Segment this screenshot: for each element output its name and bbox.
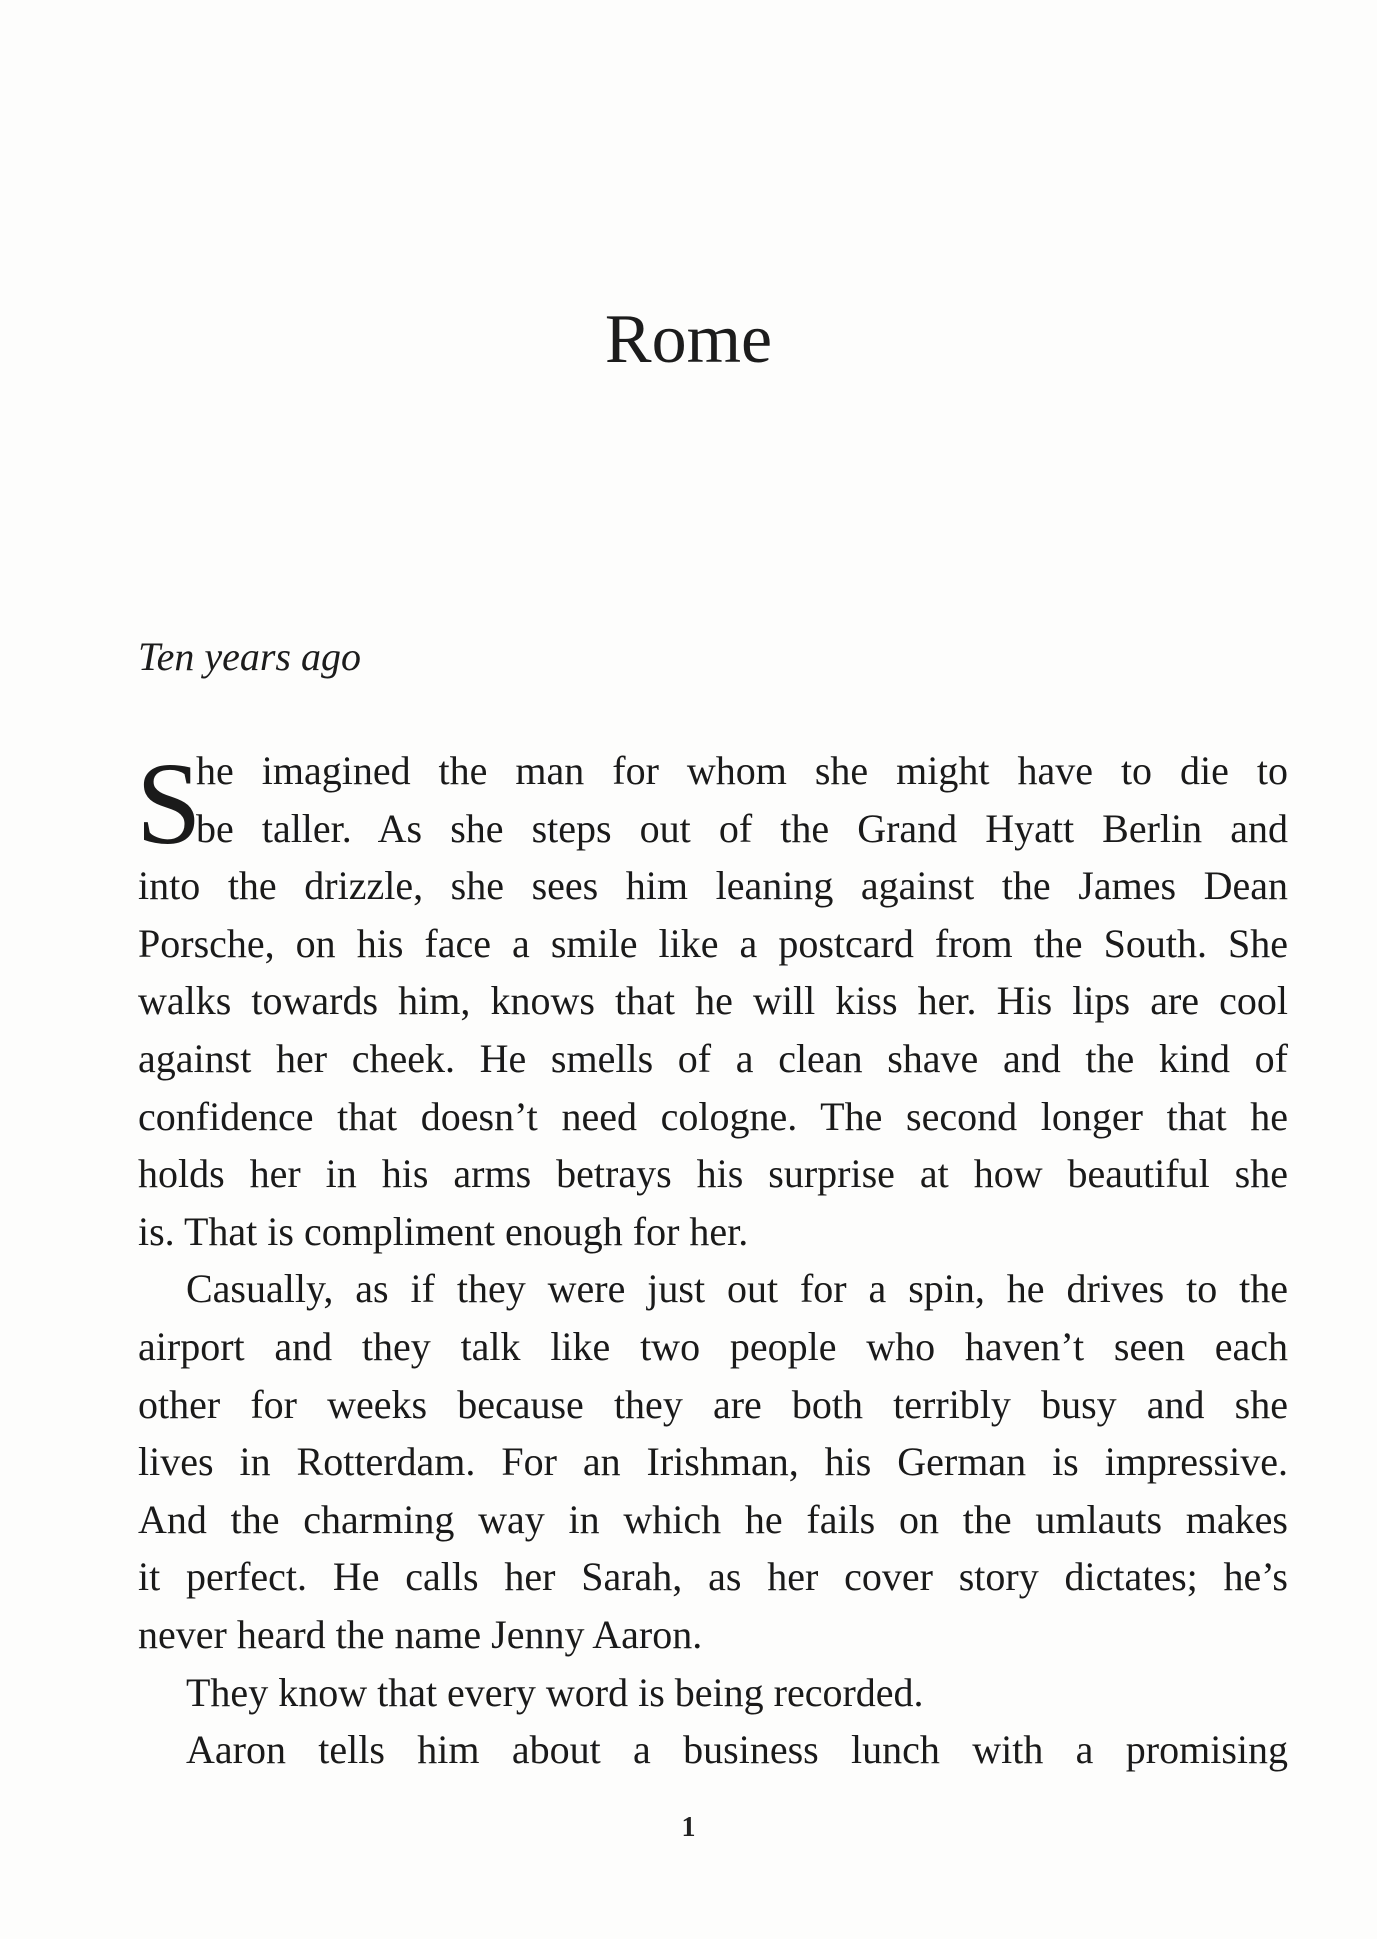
text-line: walks towards him, knows that he will kiss her. His lips are cool [138,978,1288,1024]
page-number: 1 [681,1812,696,1843]
text-line: lives in Rotterdam. For an Irishman, his German is impressive. [138,1439,1288,1485]
text-line: Casually, as if they were just out for a spin, he drives to the [186,1266,1288,1312]
text-line: is. That is compliment enough for her. [138,1208,749,1254]
chapter-title: Rome [604,301,773,378]
text-line: never heard the name Jenny Aaron. [138,1611,703,1657]
text-line: Aaron tells him about a business lunch with a promising [186,1727,1288,1773]
text-line: against her cheek. He smells of a clean shave and the kind of [138,1035,1288,1081]
text-line: Porsche, on his face a smile like a postcard from the South. She [138,920,1288,966]
drop-cap: S [136,738,202,869]
text-line: They know that every word is being recorded. [186,1669,924,1715]
text-line: airport and they talk like two people who haven’t seen each [138,1323,1288,1369]
text-line: other for weeks because they are both terribly busy and she [138,1381,1288,1427]
text-line: holds her in his arms betrays his surprise at how beautiful she [138,1151,1288,1197]
text-line: it perfect. He calls her Sarah, as her cover story dictates; he’s [138,1554,1288,1600]
text-line: into the drizzle, she sees him leaning against the James Dean [138,863,1288,909]
text-line: be taller. As she steps out of the Grand Hyatt Berlin and [196,805,1288,851]
chapter-subtitle: Ten years ago [138,634,361,679]
text-line-content: he imagined the man for whom she might have to die to [196,748,1288,793]
text-line: confidence that doesn’t need cologne. The second longer that he [138,1093,1288,1139]
body-text [136,738,1288,1779]
text-line: And the charming way in which he fails on the umlauts makes [138,1496,1288,1542]
